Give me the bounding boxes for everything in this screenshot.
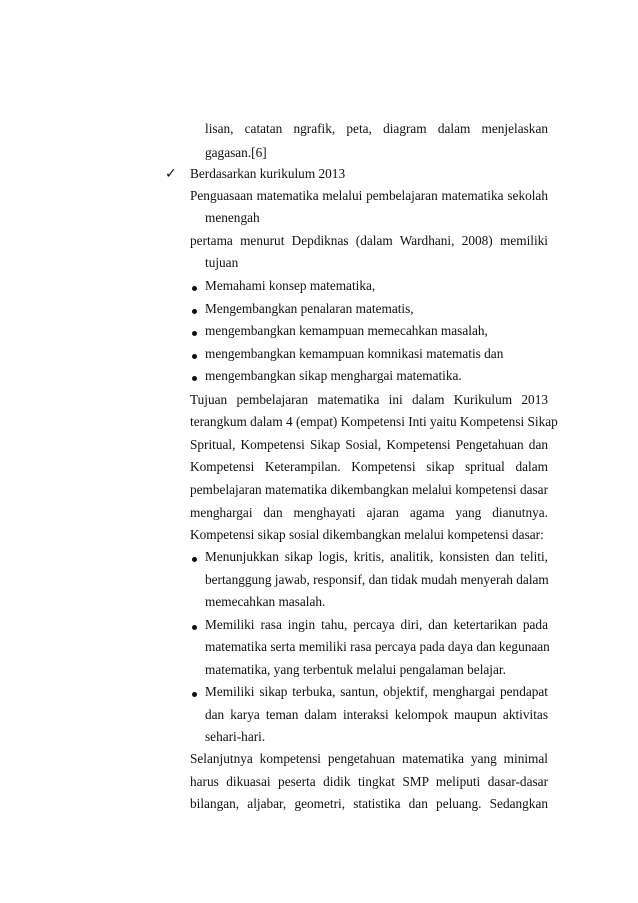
- bullet-icon: [192, 309, 197, 314]
- list-item: Memiliki rasa ingin tahu, percaya diri, dan ketertarikan pada: [205, 617, 548, 632]
- bullet-icon: [192, 331, 197, 336]
- text-line: lisan, catatan ngrafik, peta, diagram dalam menjelaskan: [205, 121, 548, 136]
- list-item-cont: matematika, yang terbentuk melalui pengalaman belajar.: [205, 662, 506, 677]
- text-line: Kompetensi sikap sosial dikembangkan melalui kompetensi dasar:: [190, 527, 544, 542]
- section-heading: Berdasarkan kurikulum 2013: [190, 166, 346, 181]
- list-item: mengembangkan kemampuan komnikasi matematis dan: [205, 346, 504, 361]
- text-line: terangkum dalam 4 (empat) Kompetensi Inti yaitu Kompetensi Sikap: [190, 414, 558, 429]
- text-line: bilangan, aljabar, geometri, statistika dan peluang. Sedangkan: [190, 796, 548, 811]
- text-line: Spritual, Kompetensi Sikap Sosial, Kompetensi Pengetahuan dan: [190, 437, 548, 452]
- bullet-icon: [192, 354, 197, 359]
- list-item-cont: memecahkan masalah.: [205, 594, 326, 609]
- list-item-cont: bertanggung jawab, responsif, dan tidak mudah menyerah dalam: [205, 572, 549, 587]
- list-item-cont: dan karya teman dalam interaksi kelompok maupun aktivitas: [205, 707, 548, 722]
- list-item: Menunjukkan sikap logis, kritis, analitik, konsisten dan teliti,: [205, 549, 548, 564]
- text-line: harus dikuasai peserta didik tingkat SMP meliputi dasar-dasar: [190, 774, 548, 789]
- text-line: tujuan: [205, 255, 239, 270]
- bullet-icon: [192, 286, 197, 291]
- text-line: Penguasaan matematika melalui pembelajaran matematika sekolah: [190, 188, 548, 203]
- text-line: Selanjutnya kompetensi pengetahuan matematika yang minimal: [190, 751, 548, 766]
- list-item: Memahami konsep matematika,: [205, 278, 376, 293]
- bullet-icon: [192, 376, 197, 381]
- bullet-icon: [192, 692, 197, 697]
- list-item: Mengembangkan penalaran matematis,: [205, 301, 414, 316]
- list-item-cont: matematika serta memiliki rasa percaya pada daya dan kegunaan: [205, 639, 550, 654]
- text-line: Tujuan pembelajaran matematika ini dalam Kurikulum 2013: [190, 392, 548, 407]
- text-line: menghargai dan menghayati ajaran agama yang dianutnya.: [190, 505, 548, 520]
- list-item-cont: sehari-hari.: [205, 729, 266, 744]
- list-item: mengembangkan sikap menghargai matematika.: [205, 368, 462, 383]
- list-item: mengembangkan kemampuan memecahkan masalah,: [205, 323, 488, 338]
- list-item: Memiliki sikap terbuka, santun, objektif, menghargai pendapat: [205, 684, 548, 699]
- text-line: menengah: [205, 210, 260, 225]
- text-line: gagasan.[6]: [205, 145, 267, 160]
- check-icon: ✓: [165, 166, 177, 182]
- text-line: Kompetensi Keterampilan. Kompetensi sikap spritual dalam: [190, 459, 548, 474]
- bullet-icon: [192, 625, 197, 630]
- text-line: pertama menurut Depdiknas (dalam Wardhani, 2008) memiliki: [190, 233, 548, 248]
- bullet-icon: [192, 557, 197, 562]
- text-line: pembelajaran matematika dikembangkan melalui kompetensi dasar: [190, 482, 548, 497]
